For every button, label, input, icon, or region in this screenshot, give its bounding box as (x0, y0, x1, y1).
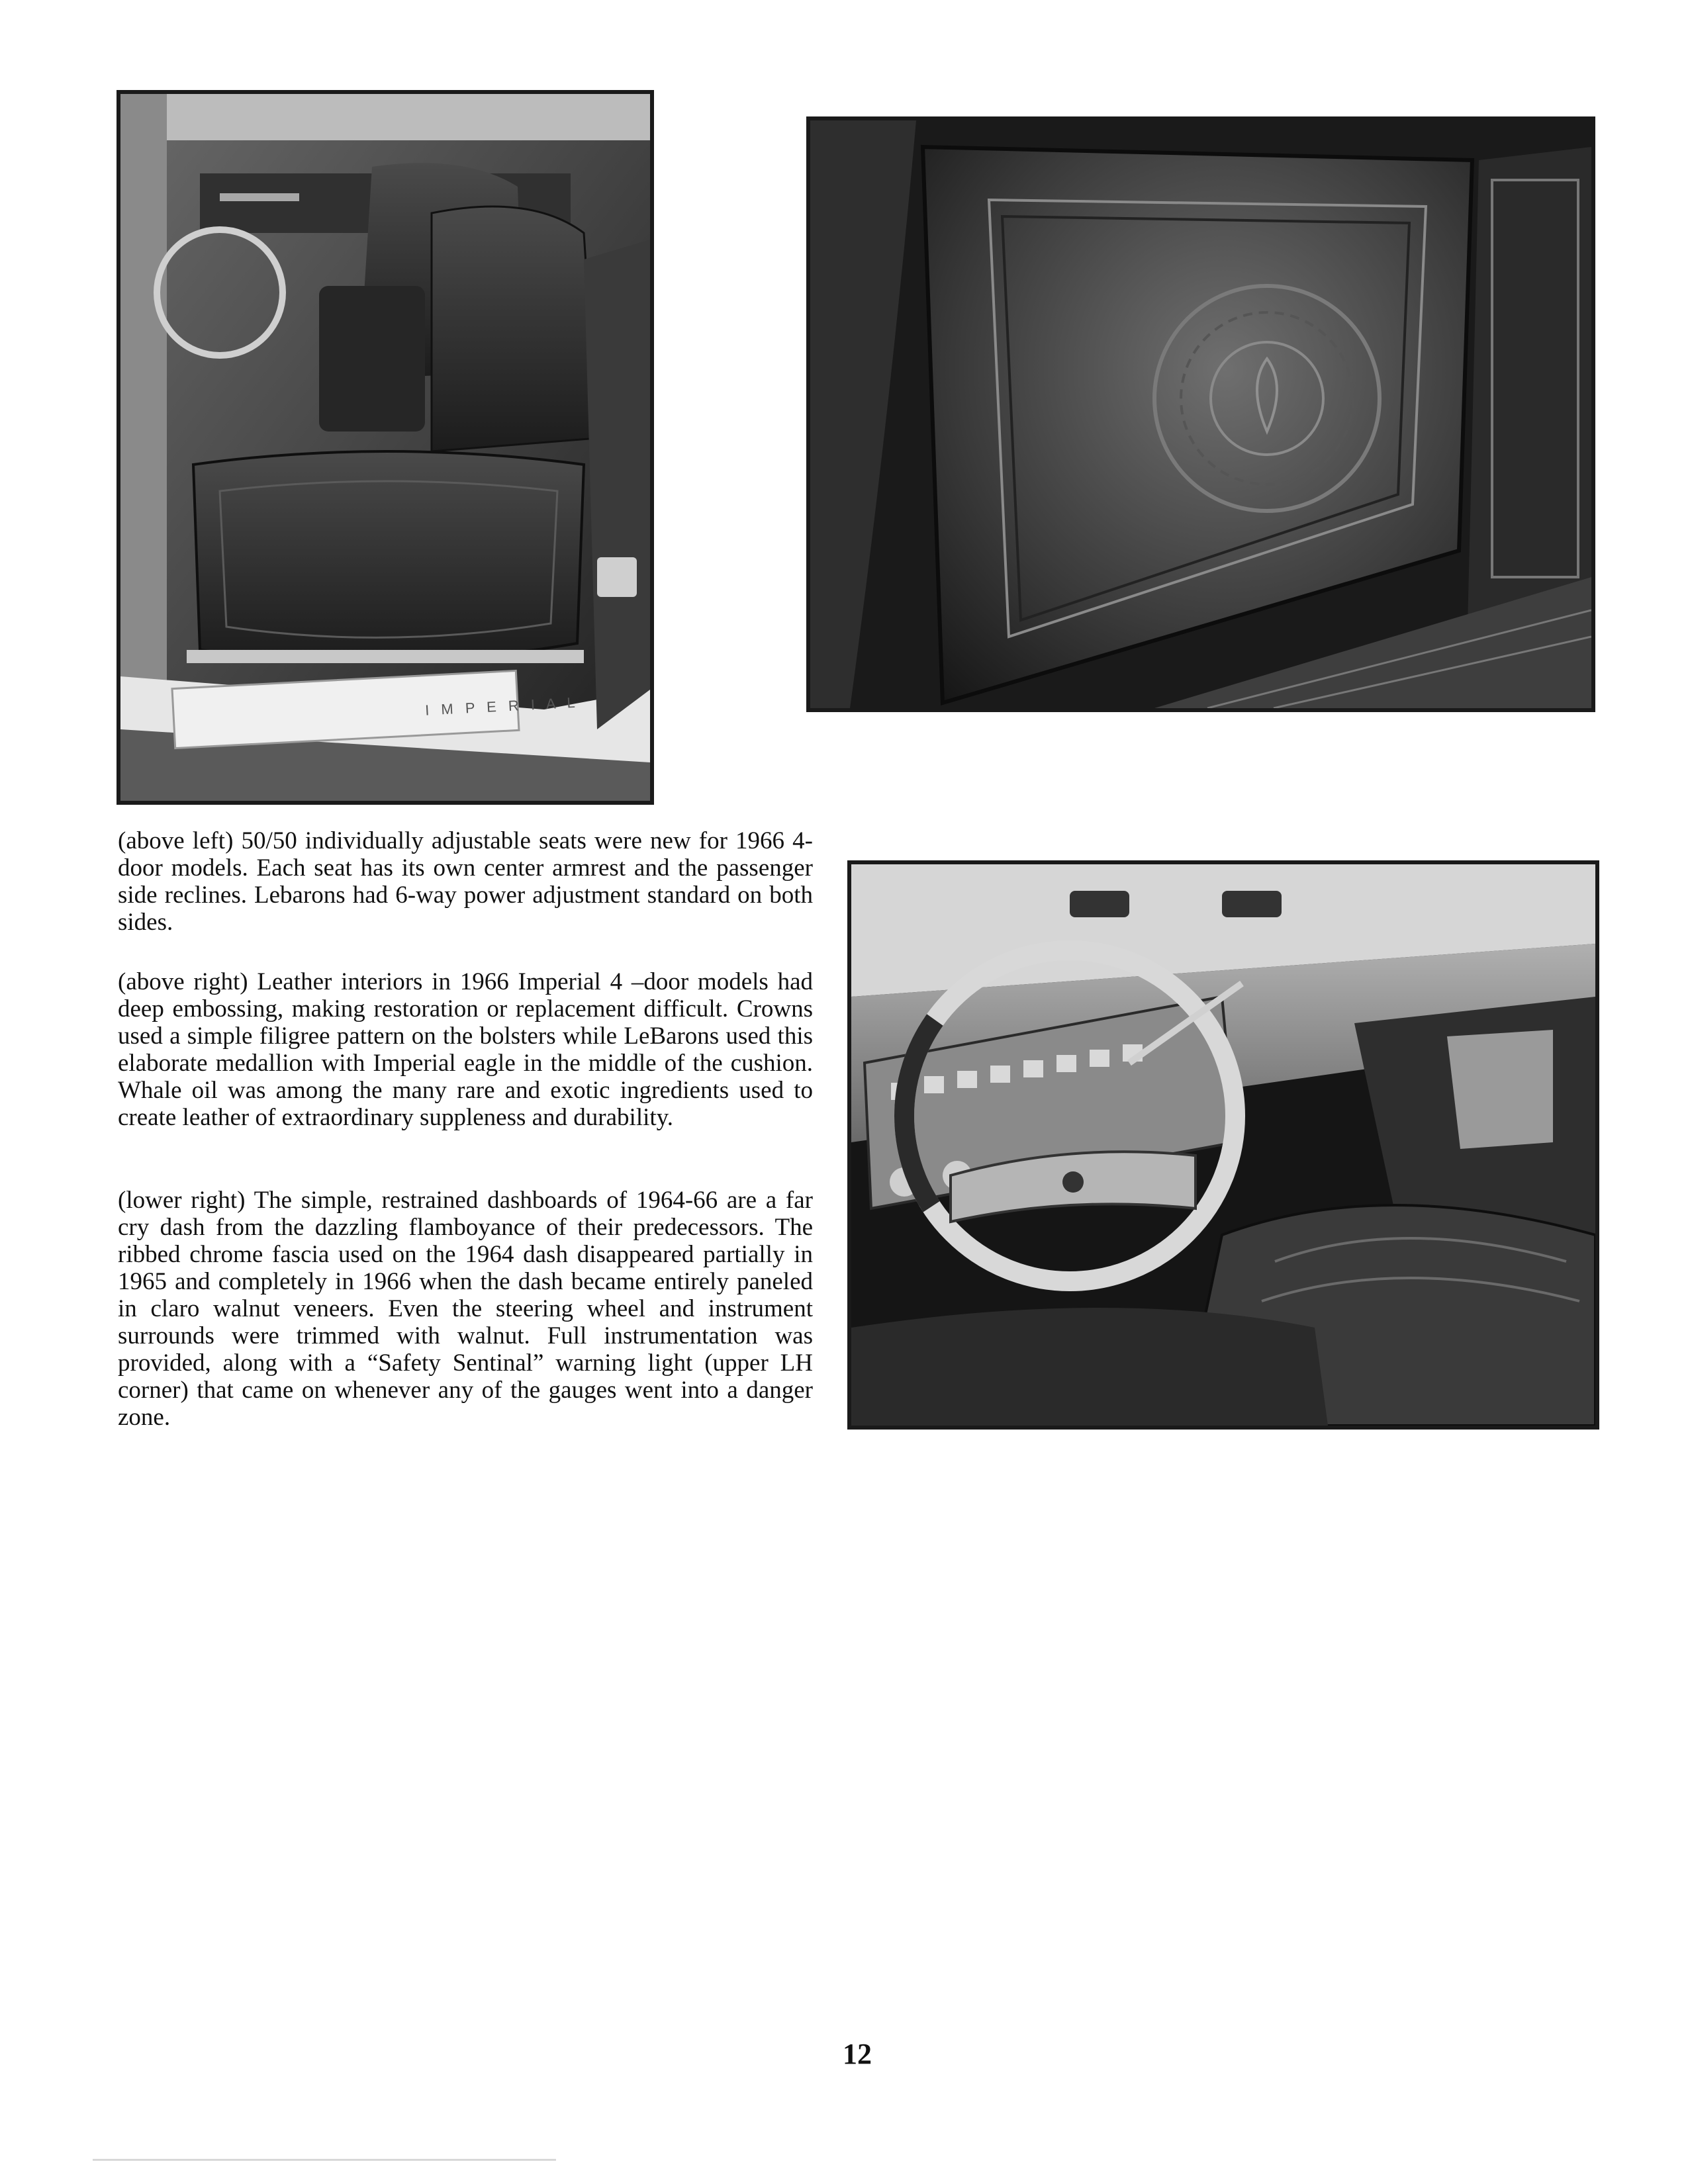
photo-embossed-leather (806, 116, 1595, 712)
caption-above-left: (above left) 50/50 individually adjustable seats were new for 1966 4-door models. Each seat has its own center armrest and the passenger side reclines. Lebarons had 6-way power adjustment standard on both sides. (118, 827, 813, 936)
caption-above-right: (above right) Leather interiors in 1966 Imperial 4 –door models had deep embossing, making restoration or replacement difficult. Crowns used a simple filigree pattern on the bolsters while LeBarons used this elaborate medallion with Imperial eagle in the middle of the cushion. Whale oil was among the many rare and exotic ingredients used to create leather of extraordinary suppleness and durability. (118, 968, 813, 1131)
embossed-leather-illustration (810, 120, 1591, 708)
bottom-rule (93, 2159, 556, 2161)
photo-dashboard (847, 860, 1599, 1430)
caption-lower-right: (lower right) The simple, restrained dashboards of 1964-66 are a far cry dash from the dazzling flamboyance of their predecessors. The ribbed chrome fascia used on the 1964 dash disappeared partially in 1965 and completely in 1966 when the dash became entirely paneled in claro walnut veneers. Even the steering wheel and instrument surrounds were trimmed with walnut. Full instrumentation was provided, along with a “Safety Sentinal” warning light (upper LH corner) that came on whenever any of the gauges went into a danger zone. (118, 1187, 813, 1431)
sill-plate-label: I M P E R I A L (424, 694, 580, 719)
seats-illustration (120, 94, 650, 801)
photo-front-seats (117, 90, 654, 805)
dashboard-illustration (851, 864, 1595, 1426)
page-number: 12 (843, 2038, 872, 2070)
